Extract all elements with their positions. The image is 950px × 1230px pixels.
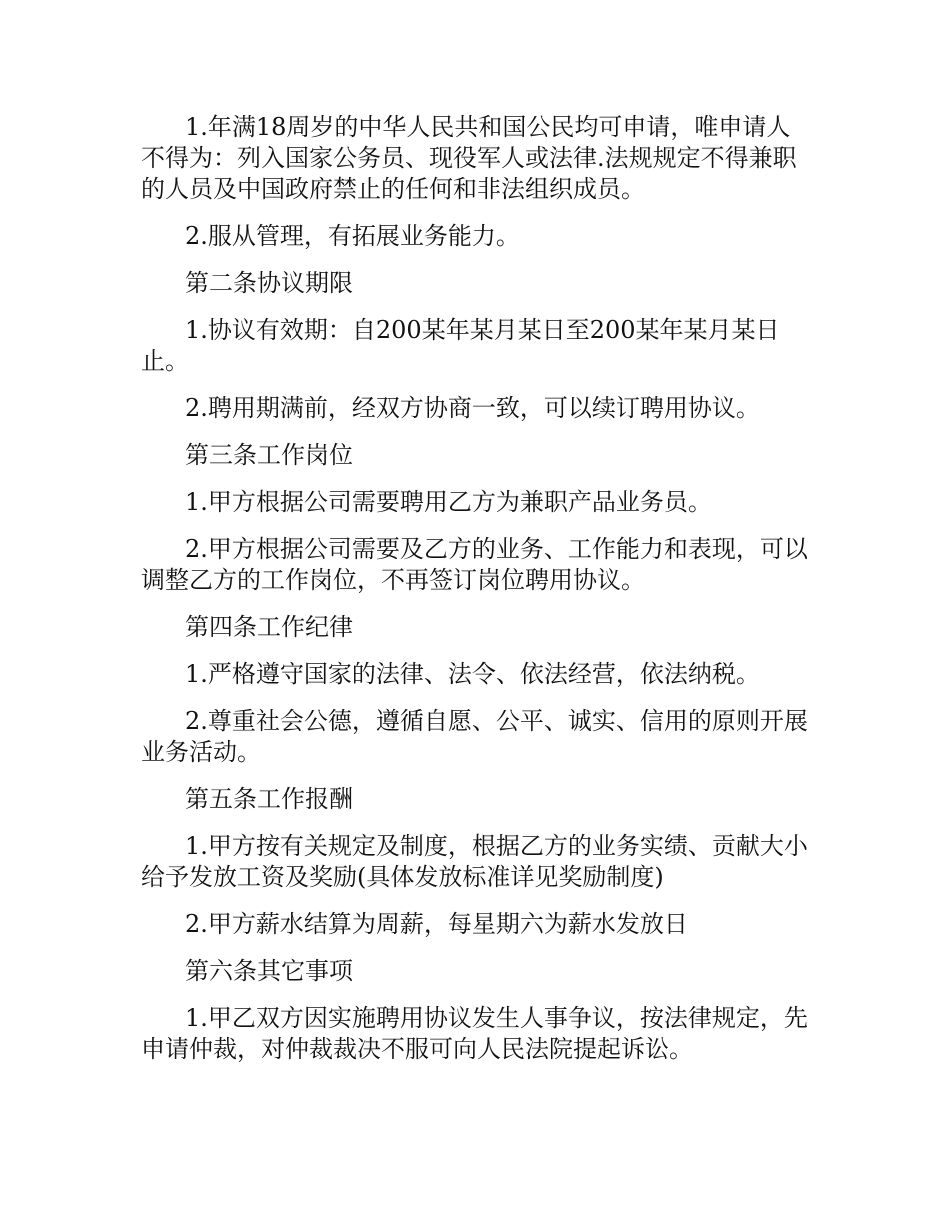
clause-3-item-2: 2.甲方根据公司需要及乙方的业务、工作能力和表现，可以调整乙方的工作岗位，不再签订岗位聘用协议。	[141, 535, 808, 594]
clause-3-item-1: 1.甲方根据公司需要聘用乙方为兼职产品业务员。	[185, 488, 712, 516]
clause-5-item-2: 2.甲方薪水结算为周薪，每星期六为薪水发放日	[185, 910, 688, 938]
clause-5-heading: 第五条工作报酬	[185, 785, 353, 813]
clause-3-heading: 第三条工作岗位	[185, 441, 353, 469]
clause-5-item-1: 1.甲方按有关规定及制度，根据乙方的业务实绩、贡献大小给予发放工资及奖励(具体发放标准详见奖励制度)	[141, 832, 808, 891]
document-body	[141, 112, 809, 1081]
clause-6-heading: 第六条其它事项	[185, 957, 353, 985]
clause-1-item-2: 2.服从管理，有拓展业务能力。	[185, 222, 520, 250]
clause-2-heading: 第二条协议期限	[185, 269, 353, 297]
clause-1-item-1: 1.年满18周岁的中华人民共和国公民均可申请，唯申请人不得为：列入国家公务员、现役军人或法律.法规规定不得兼职的人员及中国政府禁止的任何和非法组织成员。	[141, 113, 797, 203]
clause-4-item-2: 2.尊重社会公德，遵循自愿、公平、诚实、信用的原则开展业务活动。	[141, 707, 808, 766]
clause-2-item-1: 1.协议有效期：自200某年某月某日至200某年某月某日止。	[141, 316, 780, 375]
clause-4-heading: 第四条工作纪律	[185, 613, 353, 641]
clause-4-item-1: 1.严格遵守国家的法律、法令、依法经营，依法纳税。	[185, 660, 760, 688]
clause-2-item-2: 2.聘用期满前，经双方协商一致，可以续订聘用协议。	[185, 394, 760, 422]
clause-6-item-1: 1.甲乙双方因实施聘用协议发生人事争议，按法律规定，先申请仲裁，对仲裁裁决不服可向人民法院提起诉讼。	[141, 1004, 808, 1063]
